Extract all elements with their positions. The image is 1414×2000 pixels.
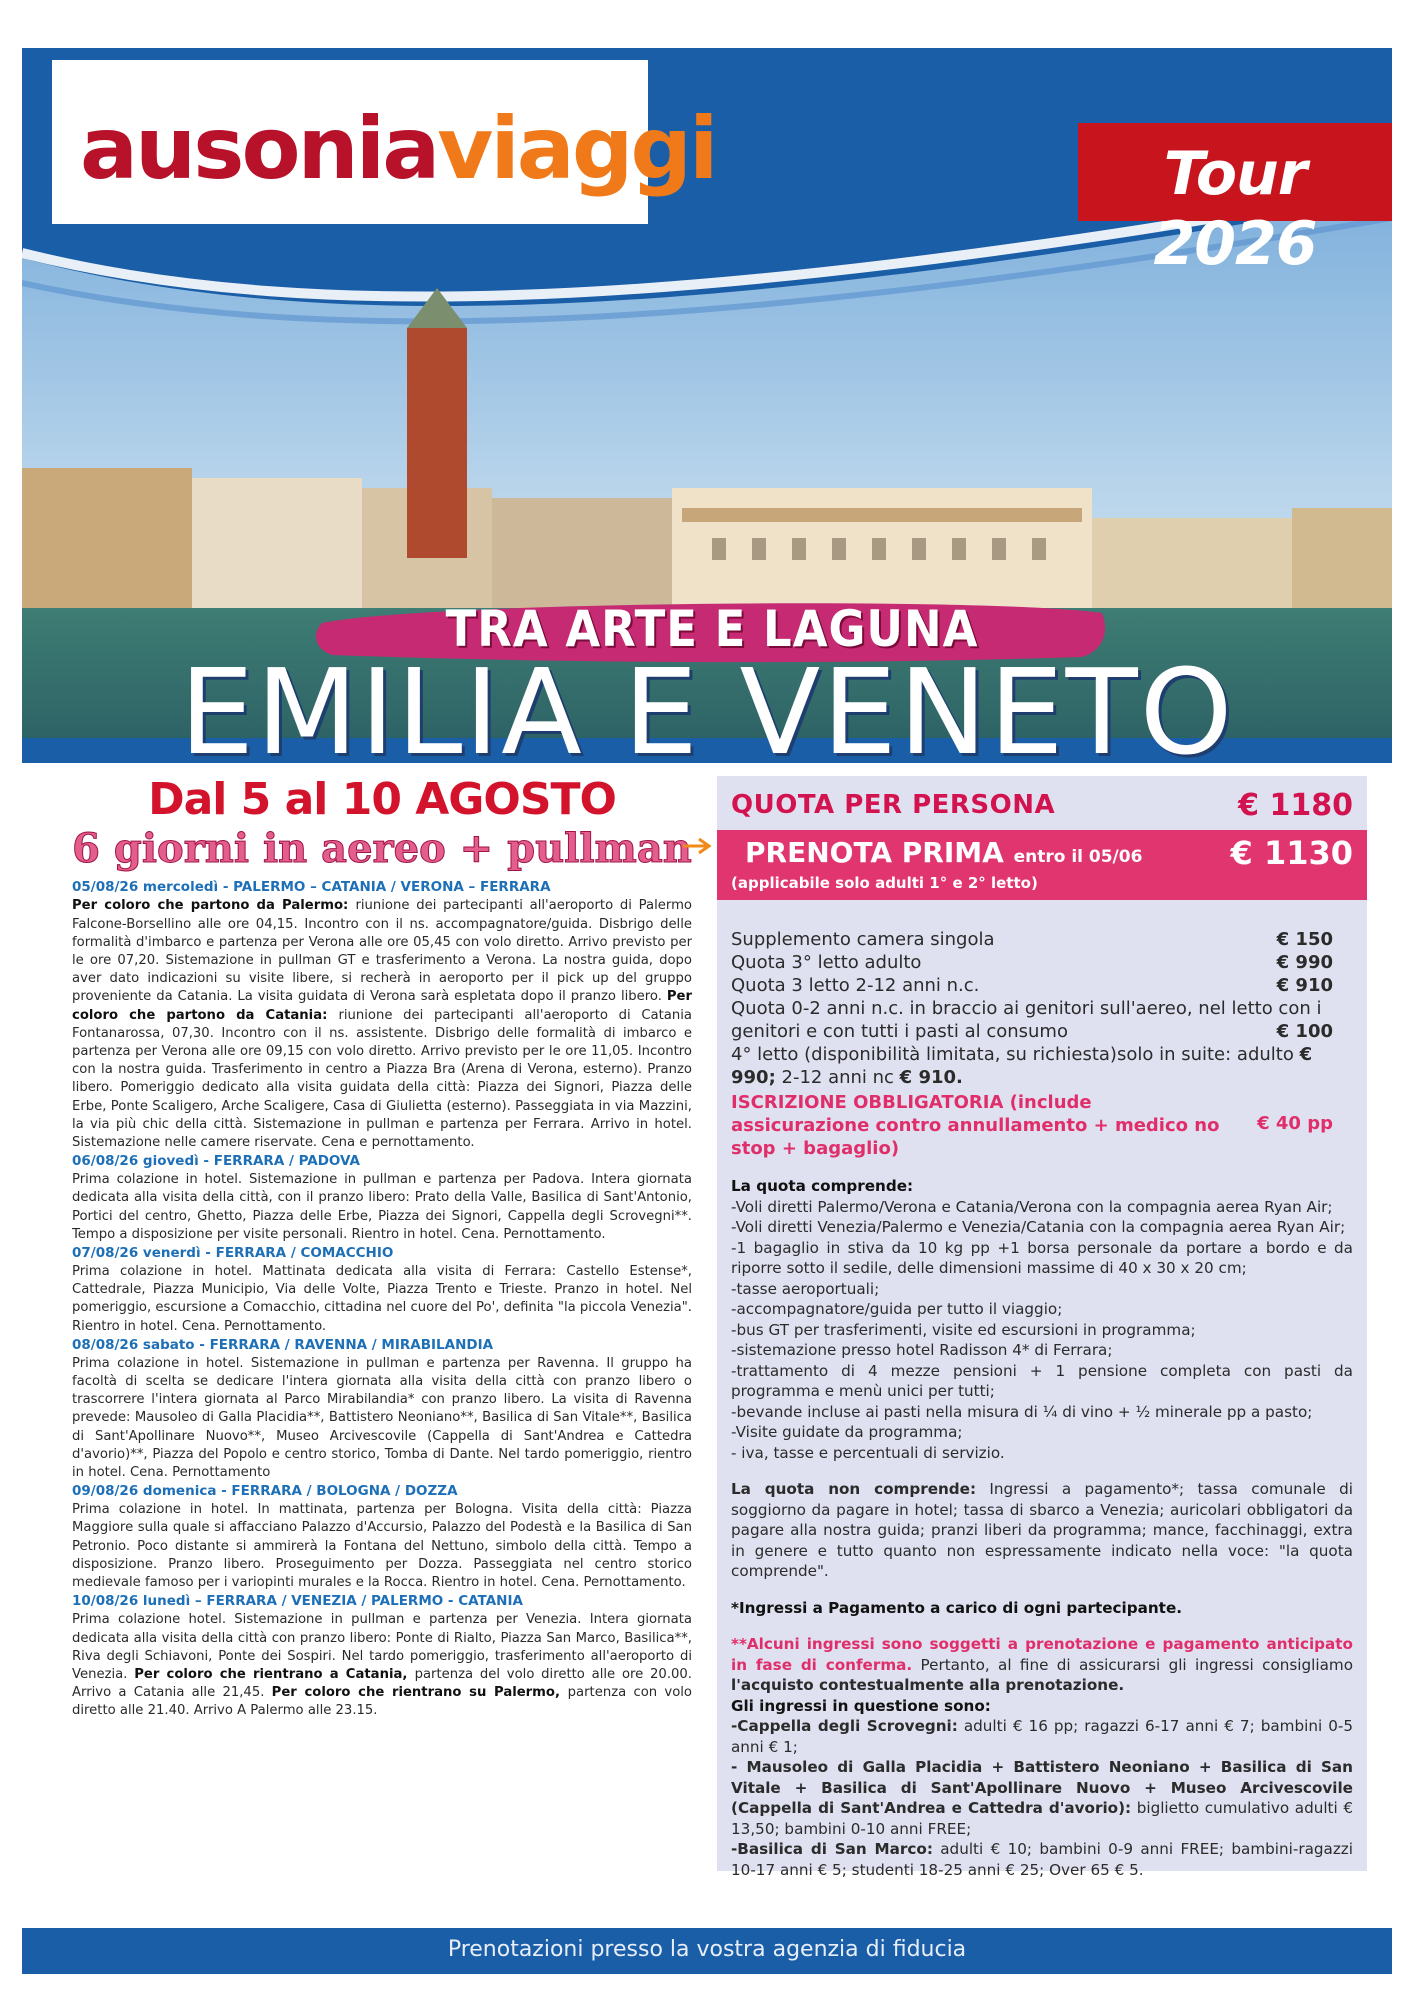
day-description bbox=[72, 1501, 692, 1592]
includes-item: -trattamento di 4 mezze pensioni + 1 pensione completa con pasti da programma e menù unici per tutti; bbox=[731, 1361, 1353, 1400]
supplement-row bbox=[731, 951, 1353, 974]
includes-item: -sistemazione presso hotel Radisson 4* di Ferrara; bbox=[731, 1341, 1113, 1359]
excludes-title: La quota non comprende: bbox=[731, 1480, 977, 1498]
advance-booking-note bbox=[731, 1634, 1353, 1696]
iscrizione-text: ISCRIZIONE OBBLIGATORIA (include assicurazione contro annullamento + medico no stop + bagaglio) bbox=[731, 1092, 1220, 1159]
day-heading: 09/08/26 domenica - FERRARA / BOLOGNA / DOZZA bbox=[72, 1483, 458, 1500]
infant-row bbox=[731, 997, 1353, 1043]
itinerary-day bbox=[72, 1482, 692, 1592]
dates-subtitle: 6 giorni in aereo + pullman bbox=[72, 825, 692, 873]
entry-prices: adulti € 10; bambini 0-9 anni FREE; bambini-ragazzi 10-17 anni € 5; studenti 18-25 anni € 25; Over 65 € 5. bbox=[731, 1840, 1353, 1879]
ausonia-viaggi-logo bbox=[52, 60, 716, 224]
logo-part-ausonia: ausonia bbox=[80, 99, 438, 199]
entry-prices: biglietto cumulativo adulti € 13,50; bambini 0-10 anni FREE; bbox=[731, 1799, 1353, 1838]
includes-item: -accompagnatore/guida per tutto il viaggio; bbox=[731, 1300, 1063, 1318]
infant-text: Quota 0-2 anni n.c. in braccio ai genitori sull'aereo, nel letto con i genitori e con tutti i pasti al consumo bbox=[731, 998, 1322, 1042]
advance-red-text: **Alcuni ingressi sono soggetti a prenotazione e pagamento anticipato in fase di conferma. bbox=[731, 1635, 1353, 1674]
supplement-row bbox=[731, 974, 1353, 997]
tour-badge bbox=[1078, 123, 1392, 279]
day-description bbox=[72, 1355, 692, 1482]
fourth-bed-text: 4° letto (disponibilità limitata, su richiesta)solo in suite: adulto bbox=[731, 1044, 1300, 1065]
prenota-note: (applicabile solo adulti 1° e 2° letto) bbox=[731, 874, 1038, 892]
itinerary-column bbox=[72, 770, 692, 1721]
supplement-price: € 150 bbox=[1276, 929, 1333, 950]
quota-label: QUOTA PER PERSONA bbox=[731, 790, 1056, 820]
supplement-row bbox=[731, 928, 1353, 951]
fourth-bed-child-price: € 910. bbox=[899, 1067, 963, 1088]
excludes-text: Ingressi a pagamento*; tassa comunale di soggiorno da pagare in hotel; tassa di sbarco a Venezia; auricolari obbligatori da pagare alla nostra guida; pranzi liberi da programma; mance, facchinaggi, extra in genere e tutto quanto non espressamente indicato nella voce: "la quota comprende". bbox=[731, 1480, 1353, 1580]
itinerary-list bbox=[72, 878, 692, 1720]
arrow-right-icon bbox=[681, 836, 715, 856]
includes-item: -Visite guidate da programma; bbox=[731, 1423, 963, 1441]
supplement-label: Quota 3 letto 2-12 anni n.c. bbox=[731, 975, 980, 996]
supplement-label: Quota 3° letto adulto bbox=[731, 952, 922, 973]
day-description bbox=[72, 1263, 692, 1336]
fourth-bed-adult-price: € 990; bbox=[731, 1044, 1313, 1088]
entry-prices: adulti € 16 pp; ragazzi 6-17 anni € 7; bambini 0-5 anni € 1; bbox=[731, 1717, 1353, 1756]
itinerary-day bbox=[72, 1244, 692, 1336]
quota-price: € 1180 bbox=[1238, 788, 1353, 823]
hero-subtitle: TRA ARTE E LAGUNA bbox=[445, 600, 979, 658]
tour-year: Tour 2026 bbox=[1153, 139, 1317, 279]
includes-title: La quota comprende: bbox=[731, 1177, 914, 1195]
day-description bbox=[72, 1171, 692, 1244]
day-text-bold: Per coloro che rientrano a Catania, bbox=[134, 1666, 415, 1682]
entry-name: -Basilica di San Marco: bbox=[731, 1840, 933, 1858]
day-heading: 07/08/26 venerdì - FERRARA / COMACCHIO bbox=[72, 1245, 394, 1262]
day-text: partenza del volo diretto alle ore 20.00. Arrivo a Catania alle 21,45. bbox=[72, 1666, 692, 1701]
prenota-label bbox=[745, 836, 1142, 869]
entry-item bbox=[731, 1757, 1353, 1839]
day-text-bold: Per coloro che partono da Palermo: bbox=[72, 898, 356, 914]
excludes-paragraph bbox=[731, 1479, 1353, 1582]
day-text: Prima colazione in hotel. Mattinata dedicata alla visita di Ferrara: Castello Estense*, Cattedrale, Piazza Municipio, Via delle Volte, Piazza Trento e Trieste. Pranzo in hotel. Nel pomeriggio, escursione a Comacchio, cittadina nel cuore del Po', definita "la piccola Venezia". Rientro in hotel. Cena. Pernottamento. bbox=[72, 1264, 692, 1334]
advance-text: Pertanto, al fine di assicurarsi gli ingressi consigliamo bbox=[912, 1655, 1353, 1674]
iscrizione-row bbox=[731, 1091, 1353, 1160]
day-heading: 06/08/26 giovedì - FERRARA / PADOVA bbox=[72, 1153, 360, 1170]
supplement-price: € 910 bbox=[1276, 975, 1333, 996]
entries-list bbox=[731, 1716, 1353, 1880]
includes-item: -bus GT per trasferimenti, visite ed escursioni in programma; bbox=[731, 1320, 1196, 1339]
day-heading: 10/08/26 lunedì – FERRARA / VENEZIA / PALERMO - CATANIA bbox=[72, 1593, 523, 1610]
day-text: partenza con volo diretto alle 21.40. Arrivo A Palermo alle 23.15. bbox=[72, 1685, 692, 1719]
fourth-bed-row bbox=[731, 1043, 1353, 1089]
day-heading: 08/08/26 sabato - FERRARA / RAVENNA / MIRABILANDIA bbox=[72, 1336, 494, 1353]
entry-item bbox=[731, 1839, 1353, 1880]
entries-title: Gli ingressi in questione sono: bbox=[731, 1696, 991, 1715]
prenota-prima-box bbox=[717, 830, 1367, 900]
supplement-label: Supplemento camera singola bbox=[731, 929, 995, 950]
day-heading: 05/08/26 mercoledì - PALERMO – CATANIA / VERONA – FERRARA bbox=[72, 879, 551, 896]
day-text: Prima colazione in hotel. Sistemazione in pullman e partenza per Ravenna. Il gruppo ha facoltà di scelta se dedicare l'intera giornata alla visita della città con pranzo libero o trascorrere l'intera giornata al Parco Mirabilandia* con pranzo libero. La visita di Ravenna prevede: Mausoleo di Galla Placidia**, Battistero Neoniano**, Basilica di San Vitale**, Basilica di Sant'Apollinare Nuovo**, Museo Arcivescovile (Cappella di Sant'Andrea e Cattedra d'avorio)**, Piazza del Popolo e centro storico, Tomba di Dante. Nel tardo pomeriggio, rientro in hotel. Cena. Pernottamento bbox=[72, 1355, 692, 1481]
includes-item: -Voli diretti Venezia/Palermo e Venezia/Catania con la compagnia aerea Ryan Air; bbox=[731, 1218, 1346, 1236]
day-text: Prima colazione in hotel. In mattinata, partenza per Bologna. Visita della città: Piazza Maggiore sulla quale si affacciano Palazzo d'Accursio, Palazzo del Podestà e la Basilica di San Petronio. Poco distante si ammirerà la Fontana del Nettuno, simbolo della città. Tempo a disposizione. Pranzo libero. Proseguimento per Dozza. Passeggiata nel centro storico medievale famoso per i variopinti murales e la Rocca. Rientro in hotel. Cena. Pernottamento. bbox=[72, 1502, 692, 1591]
logo-wordmark bbox=[80, 99, 716, 199]
fourth-bed-child-label: 2-12 anni nc bbox=[775, 1067, 900, 1088]
dates-title: Dal 5 al 10 AGOSTO bbox=[148, 774, 616, 825]
includes-item: - iva, tasse e percentuali di servizio. bbox=[731, 1443, 1005, 1462]
paid-entries-note: *Ingressi a Pagamento a carico di ogni partecipante. bbox=[731, 1598, 1183, 1617]
footer-text: Prenotazioni presso la vostra agenzia di fiducia bbox=[447, 1937, 967, 1962]
pricing-panel bbox=[717, 776, 1367, 1879]
entry-name: -Cappella degli Scrovegni: bbox=[731, 1717, 958, 1735]
includes-item: -bevande incluse ai pasti nella misura di ¼ di vino + ½ minerale pp a pasto; bbox=[731, 1402, 1313, 1421]
prenota-title: PRENOTA PRIMA bbox=[745, 836, 1004, 869]
terms-block bbox=[731, 1176, 1353, 1880]
logo-part-viaggi: viaggi bbox=[437, 99, 716, 199]
prenota-deadline: entro il 05/06 bbox=[1013, 847, 1143, 867]
includes-item: -Voli diretti Palermo/Verona e Catania/Verona con la compagnia aerea Ryan Air; bbox=[731, 1197, 1333, 1216]
itinerary-day bbox=[72, 878, 692, 1152]
hero-banner bbox=[22, 48, 1392, 763]
prenota-price: € 1130 bbox=[1230, 834, 1353, 872]
footer-bar bbox=[22, 1928, 1392, 1974]
quota-row bbox=[731, 786, 1353, 830]
itinerary-day bbox=[72, 1592, 692, 1720]
itinerary-day bbox=[72, 1336, 692, 1482]
day-description bbox=[72, 1611, 692, 1720]
brochure-page bbox=[22, 48, 1392, 1968]
advance-bold-text: l'acquisto contestualmente alla prenotazione. bbox=[731, 1676, 1125, 1694]
day-text: riunione dei partecipanti all'aeroporto di Palermo Falcone-Borsellino alle ore 04,15. Incontro con il ns. accompagnatore/guida. Disbrigo delle formalità d'imbarco e partenza per Verona alle ore 05,45 con volo diretto. Arrivo previsto per le ore 07,20. Sistemazione in pullman GT e trasferimento a Verona. La nostra guida, dopo aver dato indicazioni su visite libere, si recherà in aeroporto per il pick up del gruppo proveniente da Catania. La visita guidata di Verona sarà espletata dopo il pranzo libero. bbox=[72, 898, 693, 1005]
infant-price: € 100 bbox=[1276, 1021, 1333, 1042]
supplements-list bbox=[731, 928, 1353, 1160]
day-text-bold: Per coloro che rientrano su Palermo, bbox=[271, 1685, 568, 1701]
itinerary-day bbox=[72, 1152, 692, 1244]
day-text-bold: Per coloro che partono da Catania: bbox=[72, 989, 692, 1023]
includes-item: -tasse aeroportuali; bbox=[731, 1279, 880, 1298]
entry-item bbox=[731, 1716, 1353, 1757]
includes-list bbox=[731, 1197, 1353, 1464]
day-text: riunione dei partecipanti all'aeroporto di Catania Fontanarossa, 07,30. Incontro con il ns. assistente. Disbrigo delle formalità di imbarco e partenza per Verona alle ore 09,15 con volo diretto. Arrivo previsto per le ore 11,05. Incontro con la nostra guida. Trasferimento in centro a Piazza Bra (Arena di Verona, esterno). Pranzo libero. Pomeriggio dedicato alla visita guidata della città: Piazza dei Signori, Piazza delle Erbe, Ponte Scaligero, Arche Scaligere, Casa di Giulietta (esterno). Passeggiata in via Mazzini, la via più chic della città. Sistemazione in pullman e partenza per Ferrara. Arrivo in hotel. Sistemazione nelle camere riservate. Cena e pernottamento. bbox=[72, 1007, 692, 1151]
day-description bbox=[72, 897, 692, 1152]
iscrizione-price: € 40 pp bbox=[1257, 1113, 1333, 1134]
includes-item: -1 bagaglio in stiva da 10 kg pp +1 borsa personale da portare a bordo e da riporre sotto il sedile, delle dimensioni massime di 40 x 30 x 20 cm; bbox=[731, 1238, 1353, 1277]
entry-name: - Mausoleo di Galla Placidia + Battistero Neoniano + Basilica di San Vitale + Basilica di Sant'Apollinare Nuovo + Museo Arcivescovile (Cappella di Sant'Andrea e Cattedra d'avorio): bbox=[731, 1758, 1353, 1817]
hero-title: EMILIA E VENETO bbox=[179, 643, 1235, 763]
day-text: Prima colazione in hotel. Sistemazione in pullman e partenza per Padova. Intera giornata dedicata alla visita della città, con il pranzo libero: Prato della Valle, Basilica di Sant'Antonio, Portici del centro, Ghetto, Piazza delle Erbe, Piazza dei Signori, Cappella degli Scrovegni**. Tempo a disposizione per visite personali. Rientro in hotel. Cena. Pernottamento. bbox=[72, 1172, 692, 1242]
day-text: Prima colazione hotel. Sistemazione in pullman e partenza per Venezia. Intera giornata dedicata alla visita della città con pranzo libero: Ponte di Rialto, Piazza San Marco, Basilica**, Riva degli Schiavoni, Ponte dei Sospiri. Nel tardo pomeriggio, trasferimento all'aeroporto di Venezia. bbox=[72, 1612, 692, 1682]
supplement-price: € 990 bbox=[1276, 952, 1333, 973]
